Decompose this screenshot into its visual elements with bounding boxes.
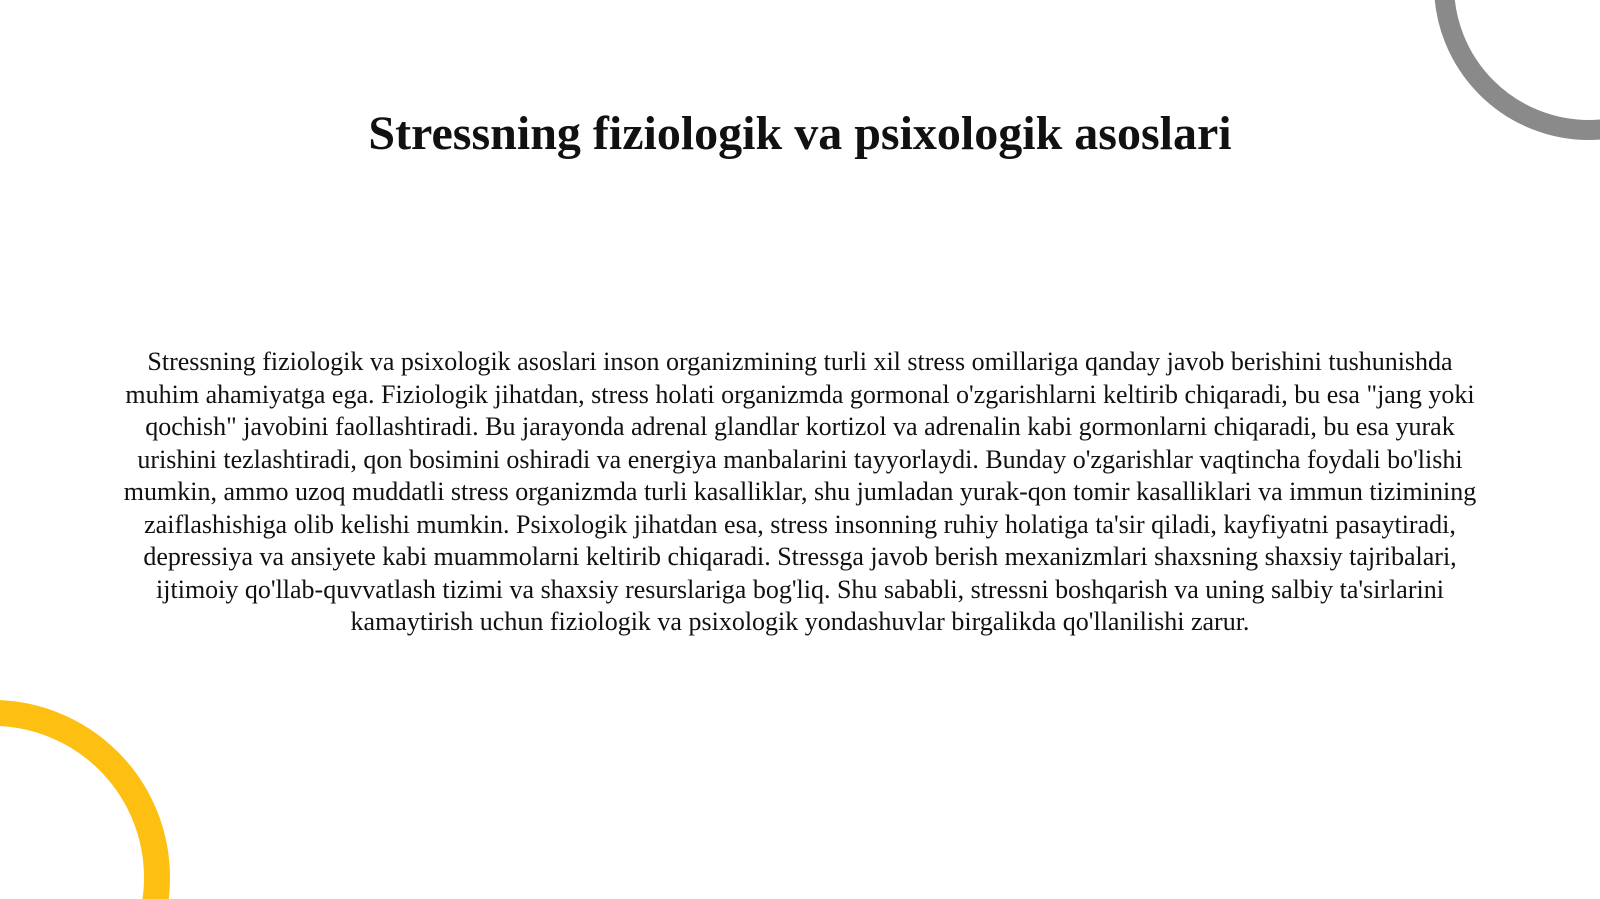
yellow-arc-decoration xyxy=(0,700,170,899)
slide-body-text: Stressning fiziologik va psixologik asoslari inson organizmining turli xil stress omillariga qanday javob berishini tushunishda muhim ahamiyatga ega. Fiziologik jihatdan, stress holati organizmda gormonal o'zgarishlarni keltirib chiqaradi, bu esa "jang yoki qochish" javobini faollashtiradi. Bu jarayonda adrenal glandlar kortizol va adrenalin kabi gormonlarni chiqaradi, bu esa yurak urishini tezlashtiradi, qon bosimini oshiradi va energiya manbalarini tayyorlaydi. Bunday o'zgarishlar vaqtincha foydali bo'lishi mumkin, ammo uzoq muddatli stress organizmda turli kasalliklar, shu jumladan yurak-qon tomir kasalliklari va immun tizimining zaiflashishiga olib kelishi mumkin. Psixologik jihatdan esa, stress insonning ruhiy holatiga ta'sir qiladi, kayfiyatni pasaytiradi, depressiya va ansiyete kabi muammolarni keltirib chiqaradi. Stressga javob berish mexanizmlari shaxsning shaxsiy tajribalari, ijtimoiy qo'llab-quvvatlash tizimi va shaxsiy resurslariga bog'liq. Shu sababli, stressni boshqarish va uning salbiy ta'sirlarini kamaytirish uchun fiziologik va psixologik yondashuvlar birgalikda qo'llanilishi zarur. xyxy=(123,347,1477,636)
slide-title: Stressning fiziologik va psixologik asoslari xyxy=(368,107,1232,160)
